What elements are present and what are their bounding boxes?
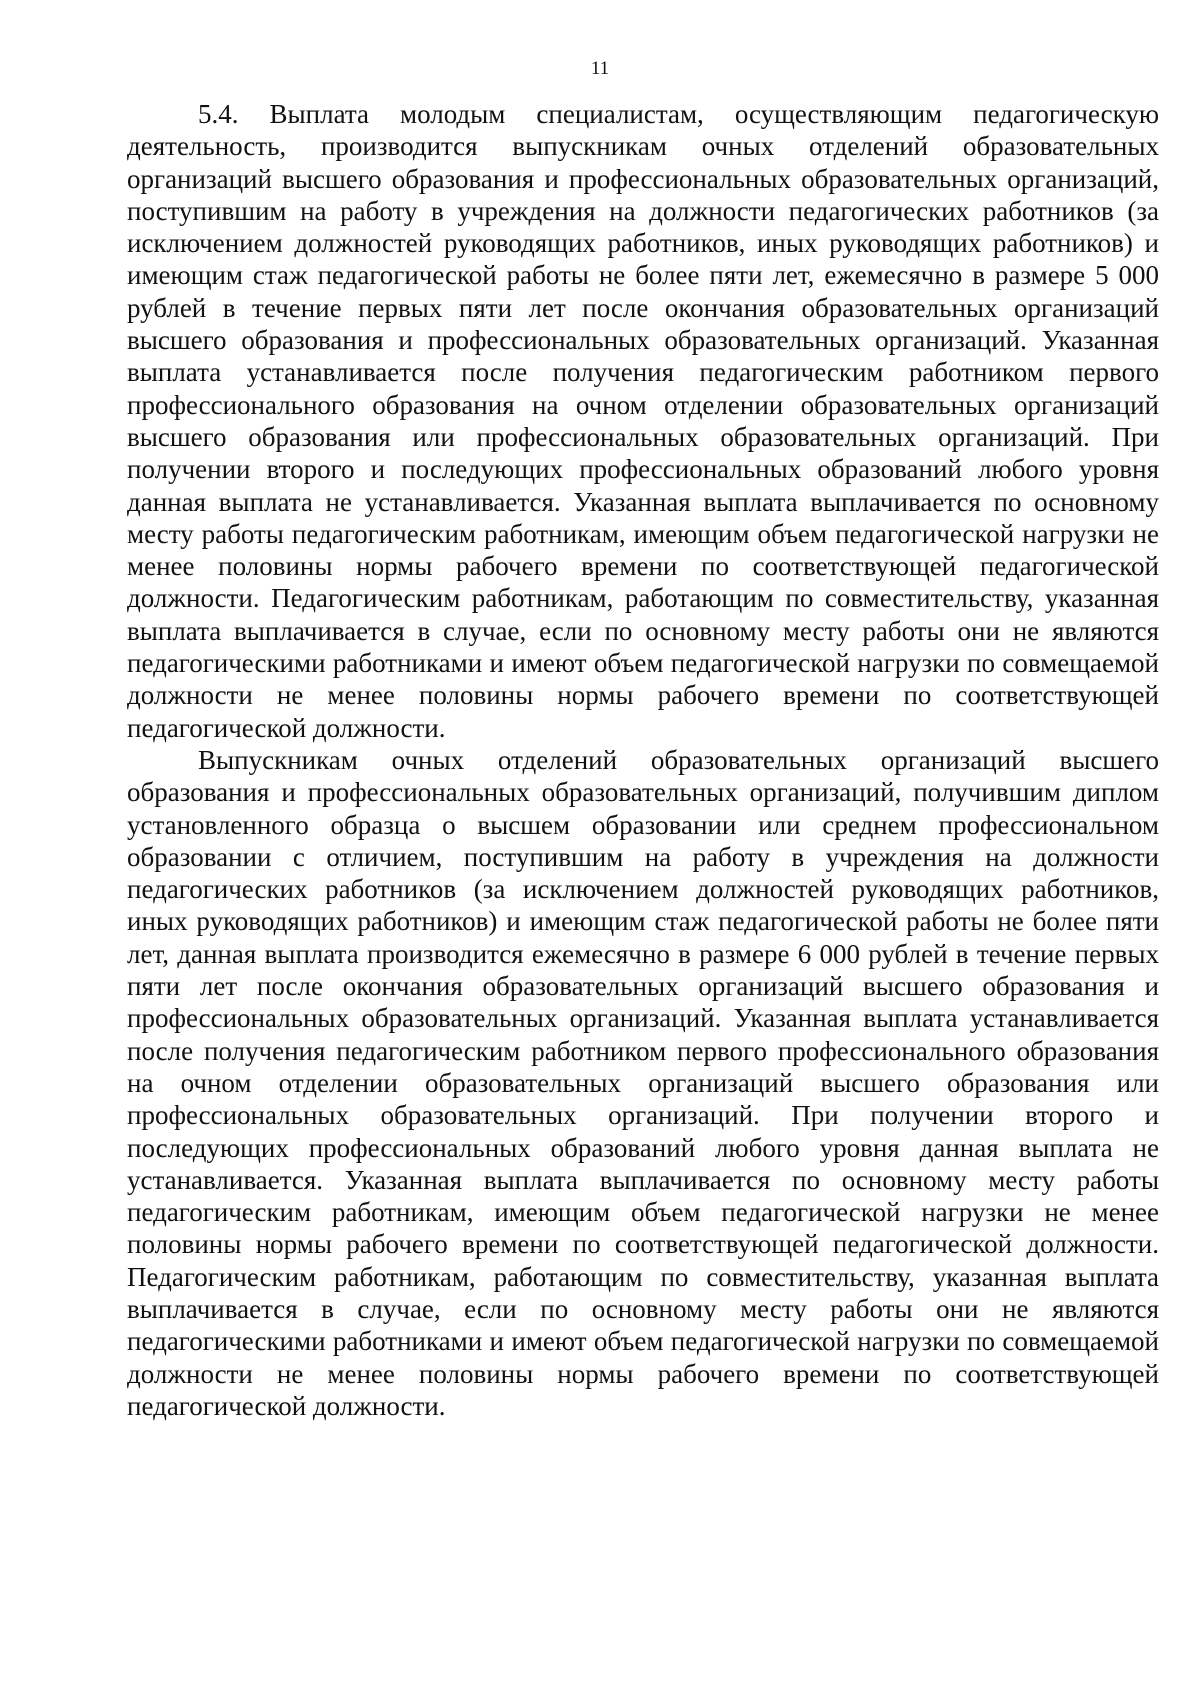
document-body xyxy=(127,98,1159,1422)
paragraph-5-4: 5.4. Выплата молодым специалистам, осуществляющим педагогическую деятельность, производится выпускникам очных отделений образовательных организаций высшего образования и профессиональных образовательных организаций, поступившим на работу в учреждения на должности педагогических работников (за исключением должностей руководящих работников, иных руководящих работников) и имеющим стаж педагогической работы не более пяти лет, ежемесячно в размере 5 000 рублей в течение первых пяти лет после окончания образовательных организаций высшего образования и профессиональных образовательных организаций. Указанная выплата устанавливается после получения педагогическим работником первого профессионального образования на очном отделении образовательных организаций высшего образования или профессиональных образовательных организаций. При получении второго и последующих профессиональных образований любого уровня данная выплата не устанавливается. Указанная выплата выплачивается по основному месту работы педагогическим работникам, имеющим объем педагогической нагрузки не менее половины нормы рабочего времени по соответствующей педагогической должности. Педагогическим работникам, работающим по совместительству, указанная выплата выплачивается в случае, если по основному месту работы они не являются педагогическими работниками и имеют объем педагогической нагрузки по совмещаемой должности не менее половины нормы рабочего времени по соответствующей педагогической должности. xyxy=(127,99,1159,743)
page-number: 11 xyxy=(590,58,610,79)
paragraph-graduates-with-honors: Выпускникам очных отделений образовательных организаций высшего образования и профессиональных образовательных организаций, получившим диплом установленного образца о высшем образовании или среднем профессиональном образовании с отличием, поступившим на работу в учреждения на должности педагогических работников (за исключением должностей руководящих работников, иных руководящих работников) и имеющим стаж педагогической работы не более пяти лет, данная выплата производится ежемесячно в размере 6 000 рублей в течение первых пяти лет после окончания образовательных организаций высшего образования и профессиональных образовательных организаций. Указанная выплата устанавливается после получения педагогическим работником первого профессионального образования на очном отделении образовательных организаций высшего образования или профессиональных образовательных организаций. При получении второго и последующих профессиональных образований любого уровня данная выплата не устанавливается. Указанная выплата выплачивается по основному месту работы педагогическим работникам, имеющим объем педагогической нагрузки не менее половины нормы рабочего времени по соответствующей педагогической должности. Педагогическим работникам, работающим по совместительству, указанная выплата выплачивается в случае, если по основному месту работы они не являются педагогическими работниками и имеют объем педагогической нагрузки по совмещаемой должности не менее половины нормы рабочего времени по соответствующей педагогической должности. xyxy=(127,744,1159,1421)
